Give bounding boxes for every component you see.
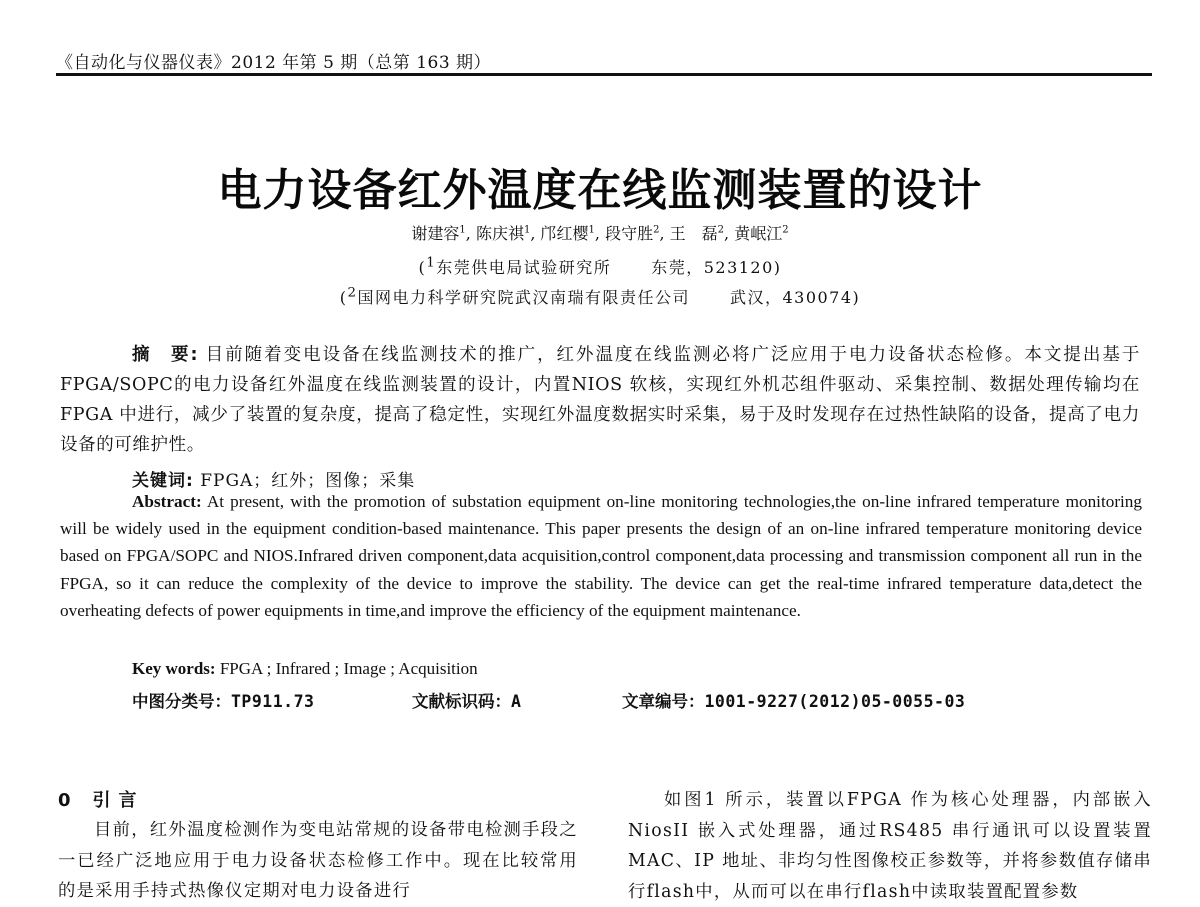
affiliation-mark: 1 bbox=[523, 224, 531, 236]
body-paragraph: 目前，红外温度检测作为变电站常规的设备带电检测手段之一已经广泛地应用于电力设备状态检修工作中。现在比较常用的是采用手持式热像仪定期对电力设备进行 bbox=[58, 820, 578, 901]
body-column-left bbox=[58, 815, 578, 907]
affiliation-2: ($^2$国网电力科学研究院武汉南瑞有限责任公司 武汉，430074) bbox=[339, 285, 861, 307]
keywords-label: 关键词: bbox=[132, 471, 194, 491]
document-code-label: 文献标识码： bbox=[412, 692, 511, 711]
abstract-english bbox=[60, 488, 1142, 624]
body-column-right bbox=[628, 785, 1152, 907]
article-number-label: 文章编号： bbox=[622, 692, 705, 711]
paper-title: 电力设备红外温度在线监测装置的设计 bbox=[217, 165, 983, 216]
affiliation-mark: 1 bbox=[426, 255, 437, 271]
affiliation-1: ($^1$东莞供电局试验研究所 东莞，523120) bbox=[418, 255, 782, 277]
keywords-text: FPGA ; Infrared ; Image ; Acquisition bbox=[219, 659, 478, 678]
affiliation-mark: 1 bbox=[459, 224, 466, 236]
clc-number bbox=[132, 688, 314, 712]
clc-label: 中图分类号： bbox=[132, 692, 231, 711]
affiliation-city: 东莞，523120 bbox=[651, 258, 774, 277]
abstract-label: Abstract: bbox=[132, 492, 202, 511]
abstract-text: 目前随着变电设备在线监测技术的推广，红外温度在线监测必将广泛应用于电力设备状态检修。本文提出基于FPGA/SOPC的电力设备红外温度在线监测装置的设计，内置NIOS 软核，实现红外机芯组件驱动、采集控制、数据处理传输均在FPGA 中进行，减少了装置的复杂度，提高了稳定性，实现红外温度数据实时采集，易于及时发现存在过热性缺陷的设备，提高了电力设备的可维护性。 bbox=[60, 345, 1140, 455]
author: 谢建容 bbox=[411, 224, 460, 243]
section-title: 引言 bbox=[92, 790, 145, 811]
header-rule bbox=[56, 73, 1152, 76]
document-code-value: A bbox=[511, 692, 522, 711]
body-paragraph: 如图1 所示，装置以FPGA 作为核心处理器，内部嵌入NiosII 嵌入式处理器，通过RS485 串行通讯可以设置装置MAC、IP 地址、非均匀性图像校正参数等，并将参数值存储串行flash中，从而可以在串行flash中读取装置配置参数 bbox=[628, 790, 1152, 902]
affiliation-mark: 2 bbox=[347, 285, 358, 301]
keywords-label: Key words: bbox=[132, 659, 216, 678]
article-number-value: 1001-9227(2012)05-0055-03 bbox=[704, 692, 966, 711]
keywords-text: FPGA；红外；图像；采集 bbox=[200, 471, 416, 491]
document-code bbox=[412, 688, 521, 712]
affiliation-org: 国网电力科学研究院武汉南瑞有限责任公司 bbox=[357, 288, 690, 307]
article-number bbox=[622, 688, 965, 712]
abstract-text: At present, with the promotion of substation equipment on-line monitoring technologies,the on-line infrared temperature monitoring will be widely used in the equipment condition-based maintenance. This paper presents the design of an on-line infrared temperature monitoring device based on FPGA/SOPC and NIOS.Infrared driven component,data acquisition,control component,data processing and transmission component all run in the FPGA, so it can reduce the complexity of the device to improve the stability. The device can get the real-time infrared temperature data,detect the overheating defects of power equipments in time,and improve the efficiency of the equipment maintenance. bbox=[60, 492, 1142, 620]
affiliation-mark: 2 bbox=[717, 224, 725, 236]
author: 邝红樱 bbox=[540, 224, 589, 243]
author: 王 磊 bbox=[669, 224, 718, 243]
clc-value: TP911.73 bbox=[231, 692, 315, 711]
affiliation-mark: 1 bbox=[588, 224, 595, 236]
affiliation-city: 武汉，430074 bbox=[729, 288, 853, 307]
affiliation-mark: 2 bbox=[782, 224, 789, 236]
abstract-chinese bbox=[60, 340, 1140, 460]
author: 黄岷江 bbox=[734, 224, 783, 243]
keywords-english bbox=[132, 659, 478, 679]
affiliation-org: 东莞供电局试验研究所 bbox=[436, 258, 612, 277]
author-list: 谢建容$^1$, 陈庆祺$^1$, 邝红樱$^1$, 段守胜$^2$, 王 磊$^2$, 黄岷江$^2$ bbox=[411, 224, 789, 243]
running-head: 《自动化与仪器仪表》2012 年第 5 期（总第 163 期） bbox=[56, 53, 492, 73]
author: 段守胜 bbox=[605, 224, 654, 243]
abstract-label: 摘 要: bbox=[132, 345, 199, 365]
section-number: 0 bbox=[58, 790, 71, 811]
section-heading-introduction bbox=[58, 786, 145, 812]
affiliation-mark: 2 bbox=[653, 224, 660, 236]
author: 陈庆祺 bbox=[475, 224, 524, 243]
